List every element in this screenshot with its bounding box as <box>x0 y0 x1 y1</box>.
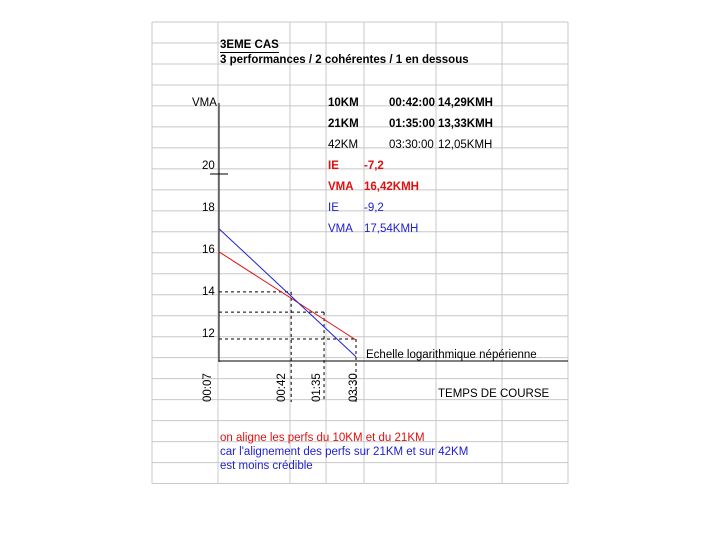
red-ie-label: IE <box>328 160 339 172</box>
sheet-subtitle: 3 performances / 2 cohérentes / 1 en dessous <box>220 54 469 66</box>
sheet-title: 3EME CAS <box>220 39 279 51</box>
x-tick-label: 00:42 <box>276 373 288 402</box>
perf-speed: 12,05KMH <box>438 139 493 151</box>
perf-time: 01:35:00 <box>389 118 436 130</box>
perf-time: 00:42:00 <box>389 97 436 109</box>
red-vma-label: VMA <box>328 181 354 193</box>
red-vma-value: 16,42KMH <box>364 181 419 193</box>
y-tick-label: 14 <box>202 286 215 298</box>
red-ie-value: -7,2 <box>364 160 384 172</box>
y-axis-label: VMA <box>192 97 217 109</box>
x-tick-label: 01:35 <box>311 373 323 402</box>
x-tick-label: 00:07 <box>202 373 214 402</box>
perf-distance: 10KM <box>328 97 359 109</box>
note-line: est moins crédible <box>220 460 313 472</box>
y-tick-label: 12 <box>202 328 215 340</box>
y-tick-label: 16 <box>202 244 215 256</box>
perf-distance: 42KM <box>328 139 359 151</box>
note-line: car l'alignement des perfs sur 21KM et sur 42KM <box>220 446 469 458</box>
red-trend-line <box>219 252 356 340</box>
blue-vma-label: VMA <box>328 223 353 235</box>
x-axis-label: TEMPS DE COURSE <box>438 388 550 400</box>
x-scale-note: Echelle logarithmique népérienne <box>366 349 537 361</box>
x-tick-label: 03:30 <box>348 373 360 402</box>
y-tick-label: 20 <box>202 160 215 172</box>
y-tick-label: 18 <box>202 202 215 214</box>
blue-vma-value: 17,54KMH <box>364 223 419 235</box>
blue-trend-line <box>219 229 356 357</box>
perf-distance: 21KM <box>328 118 359 130</box>
perf-speed: 14,29KMH <box>438 97 493 109</box>
blue-ie-label: IE <box>328 202 339 214</box>
perf-speed: 13,33KMH <box>438 118 493 130</box>
note-line: on aligne les perfs du 10KM et du 21KM <box>220 432 425 444</box>
perf-time: 03:30:00 <box>389 139 434 151</box>
blue-ie-value: -9,2 <box>364 202 384 214</box>
